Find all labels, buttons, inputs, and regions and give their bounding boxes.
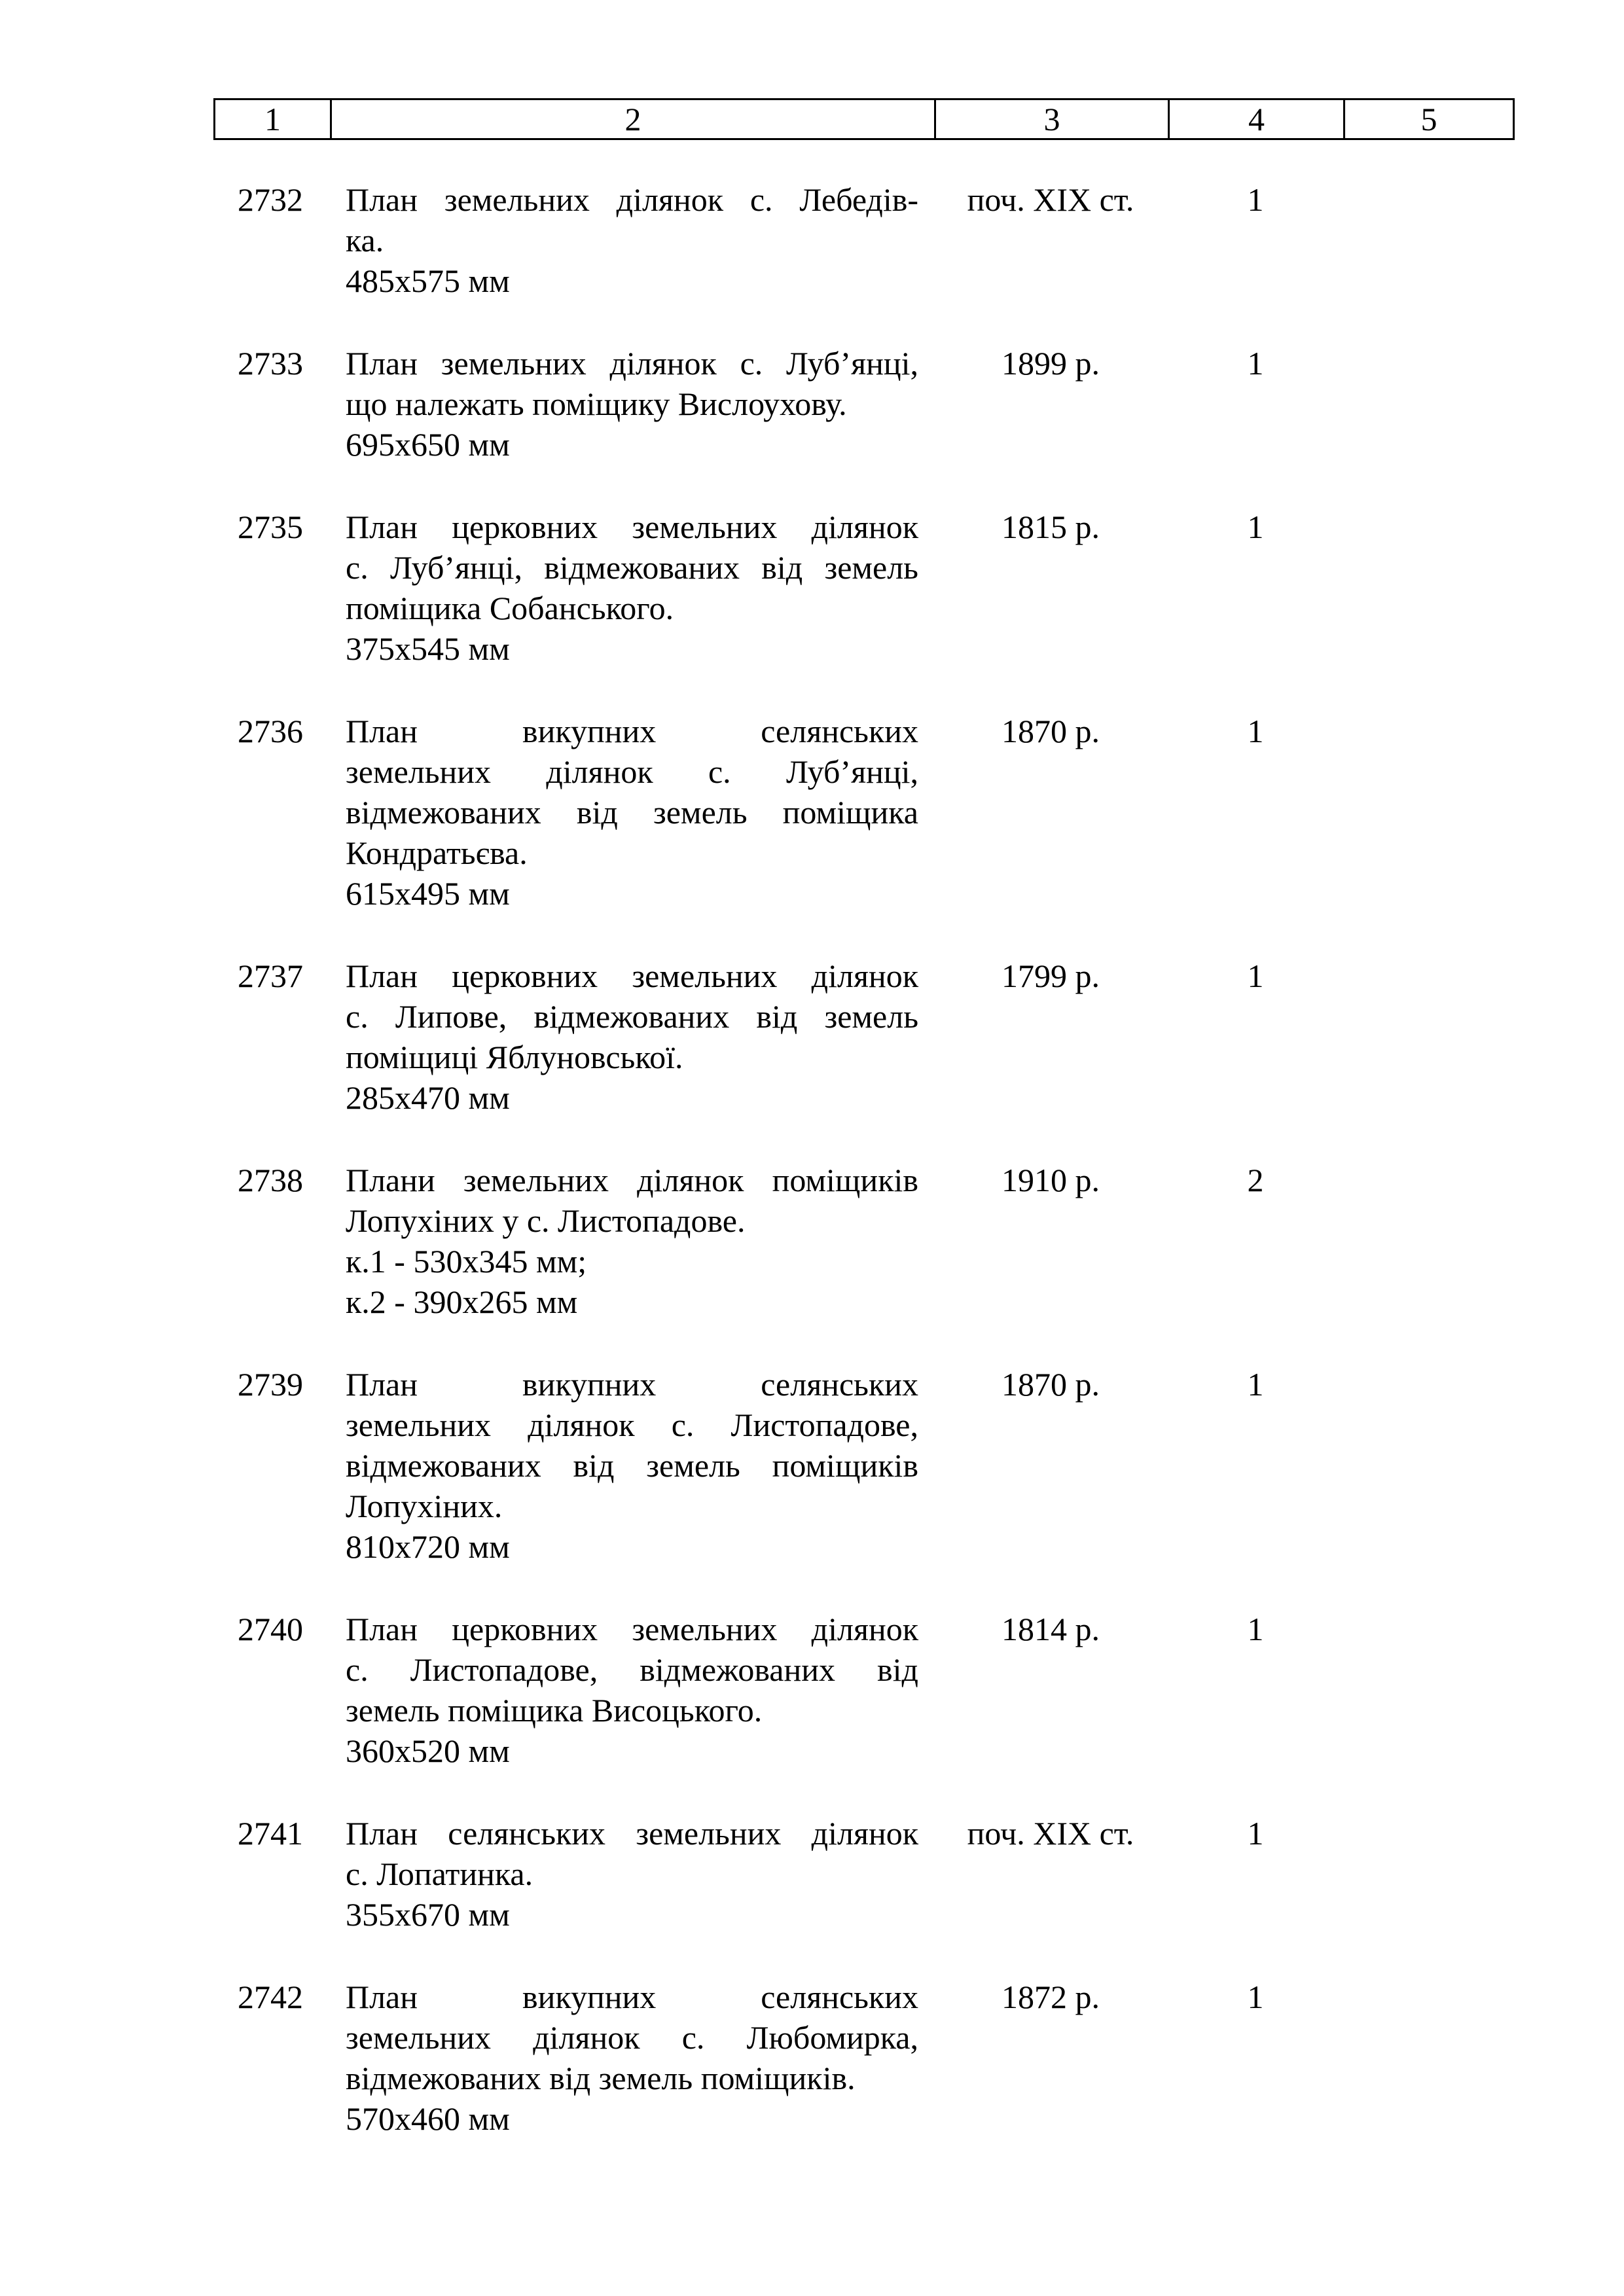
record-dimensions: к.2 - 390х265 мм <box>346 1283 578 1320</box>
record-title-line: План викупних селянських <box>346 713 918 749</box>
record-sheet-count: 2 <box>1247 1162 1264 1198</box>
record-sheet-count: 1 <box>1247 1366 1264 1403</box>
record-sheet-count: 1 <box>1247 1815 1264 1852</box>
record-entry <box>0 507 1624 669</box>
record-title-line: План викупних селянських <box>346 1366 918 1403</box>
record-date: 1815 р. <box>1001 509 1100 545</box>
record-title-line: с. Лопатинка. <box>346 1856 533 1892</box>
column-header-3: 3 <box>936 100 1170 138</box>
record-date: 1899 р. <box>1001 345 1100 382</box>
record-dimensions: 360х520 мм <box>346 1732 510 1769</box>
record-title-line: земель поміщика Висоцького. <box>346 1692 763 1729</box>
column-header-5: 5 <box>1420 101 1437 137</box>
record-date: поч. ХІХ ст. <box>967 181 1134 218</box>
record-dimensions: 615х495 мм <box>346 875 510 912</box>
record-sheet-count: 1 <box>1247 181 1264 218</box>
column-header-2: 2 <box>332 100 936 138</box>
record-title-line: поміщиці Яблуновської. <box>346 1039 683 1075</box>
record-date: 1799 р. <box>1001 958 1100 994</box>
record-entry <box>0 343 1624 465</box>
record-title-line: відмежованих від земель поміщиків <box>346 1447 918 1484</box>
record-number: 2732 <box>238 181 303 218</box>
column-header-4: 4 <box>1170 100 1345 138</box>
record-dimensions: к.1 - 530х345 мм; <box>346 1243 587 1280</box>
record-entry <box>0 956 1624 1118</box>
record-title-line: поміщика Собанського. <box>346 590 674 626</box>
record-entry <box>0 1813 1624 1935</box>
record-entry <box>0 179 1624 301</box>
record-sheet-count: 1 <box>1247 958 1264 994</box>
record-title-line: земельних ділянок с. Любомирка, <box>346 2019 918 2056</box>
record-title-line: с. Луб’янці, відмежованих від земель <box>346 549 918 586</box>
record-sheet-count: 1 <box>1247 713 1264 749</box>
record-title-line: с. Липове, відмежованих від земель <box>346 998 918 1035</box>
record-number: 2738 <box>238 1162 303 1198</box>
column-number-header <box>213 98 1515 140</box>
record-date: 1910 р. <box>1001 1162 1100 1198</box>
record-title-line: План земельних ділянок с. Лебедів- <box>346 181 918 218</box>
record-entry <box>0 711 1624 914</box>
record-number: 2736 <box>238 713 303 749</box>
record-number: 2733 <box>238 345 303 382</box>
record-sheet-count: 1 <box>1247 509 1264 545</box>
record-title-line: відмежованих від земель поміщика <box>346 794 918 831</box>
record-number: 2739 <box>238 1366 303 1403</box>
record-entry <box>0 1160 1624 1322</box>
record-sheet-count: 1 <box>1247 345 1264 382</box>
record-title-line: земельних ділянок с. Луб’янці, <box>346 753 918 790</box>
record-title-line: ка. <box>346 222 384 259</box>
record-number: 2741 <box>238 1815 303 1852</box>
record-title-line: земельних ділянок с. Листопадове, <box>346 1407 918 1443</box>
records-list <box>0 179 1624 2181</box>
record-title-line: План церковних земельних ділянок <box>346 509 918 545</box>
record-dimensions: 375х545 мм <box>346 630 510 667</box>
record-title-line: План церковних земельних ділянок <box>346 958 918 994</box>
record-dimensions: 285х470 мм <box>346 1079 510 1116</box>
record-sheet-count: 1 <box>1247 1611 1264 1647</box>
column-header-1: 1 <box>215 100 332 138</box>
record-title-line: План церковних земельних ділянок <box>346 1611 918 1647</box>
record-title-line: Лопухіних у с. Листопадове. <box>346 1202 746 1239</box>
record-dimensions: 485х575 мм <box>346 262 510 299</box>
record-date: 1870 р. <box>1001 1366 1100 1403</box>
record-title-line: План селянських земельних ділянок <box>346 1815 918 1852</box>
record-dimensions: 355х670 мм <box>346 1896 510 1933</box>
record-entry <box>0 1364 1624 1567</box>
record-title-line: Кондратьєва. <box>346 834 528 871</box>
record-number: 2740 <box>238 1611 303 1647</box>
record-title-line: що належать поміщику Вислоухову. <box>346 386 847 422</box>
record-date: 1872 р. <box>1001 1979 1100 2015</box>
record-title-line: План земельних ділянок с. Луб’янці, <box>346 345 918 382</box>
record-title-line: Лопухіних. <box>346 1488 503 1524</box>
record-sheet-count: 1 <box>1247 1979 1264 2015</box>
record-dimensions: 695х650 мм <box>346 426 510 463</box>
record-dimensions: 570х460 мм <box>346 2100 510 2137</box>
record-title-line: с. Листопадове, відмежованих від <box>346 1651 918 1688</box>
record-date: 1870 р. <box>1001 713 1100 749</box>
record-number: 2742 <box>238 1979 303 2015</box>
record-number: 2737 <box>238 958 303 994</box>
record-title-line: відмежованих від земель поміщиків. <box>346 2060 856 2096</box>
record-entry <box>0 1609 1624 1771</box>
record-entry <box>0 1977 1624 2139</box>
record-title-line: Плани земельних ділянок поміщиків <box>346 1162 918 1198</box>
record-dimensions: 810х720 мм <box>346 1528 510 1565</box>
record-date: поч. ХІХ ст. <box>967 1815 1134 1852</box>
record-number: 2735 <box>238 509 303 545</box>
record-date: 1814 р. <box>1001 1611 1100 1647</box>
record-title-line: План викупних селянських <box>346 1979 918 2015</box>
